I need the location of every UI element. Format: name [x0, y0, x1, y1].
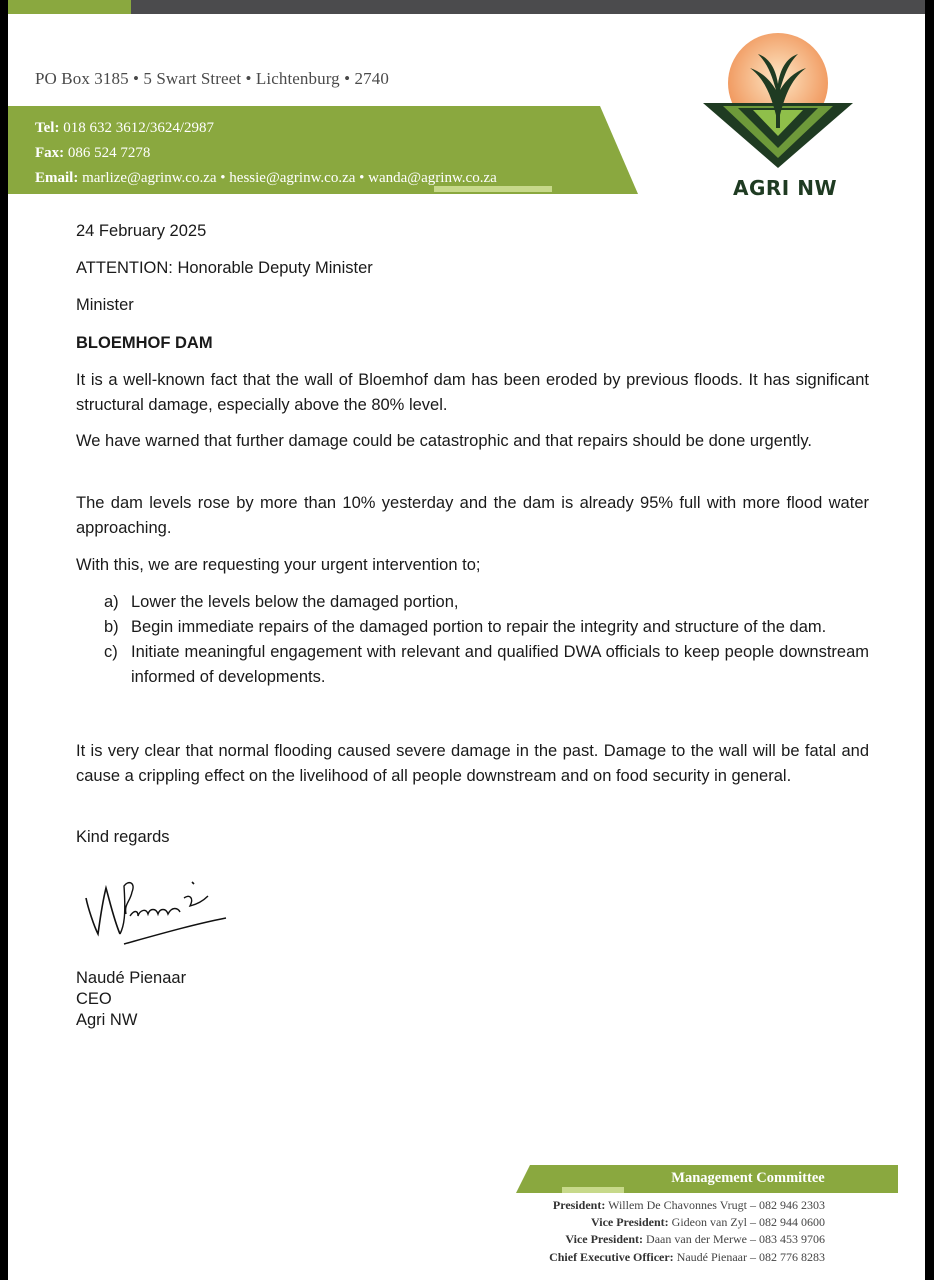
tel-line: Tel: 018 632 3612/3624/2987: [35, 120, 215, 136]
closing-paragraph: It is very clear that normal flooding caused severe damage in the past. Damage to the wall will be fatal and cause a crippling effect on the livelihood of all people downstream and on food security in general.: [76, 742, 869, 785]
logo-text: AGRI NW: [733, 176, 837, 200]
list-item: a) Lower the levels below the damaged portion,: [104, 593, 459, 611]
paragraph-2: We have warned that further damage could be catastrophic and that repairs should be done urgently.: [76, 432, 812, 450]
list-item: b) Begin immediate repairs of the damaged portion to repair the integrity and structure of the dam.: [104, 618, 827, 636]
top-bar-accent: [8, 0, 131, 14]
committee-member: Vice President: Gideon van Zyl – 082 944 0600: [591, 1215, 825, 1230]
signer-title: CEO: [76, 990, 112, 1008]
paragraph-4: With this, we are requesting your urgent intervention to;: [76, 556, 481, 574]
signer-org: Agri NW: [76, 1011, 138, 1029]
signoff-block: [76, 968, 186, 1031]
committee-list: [405, 1197, 825, 1266]
salutation: Minister: [76, 296, 134, 314]
top-bar: [8, 0, 925, 14]
closing-phrase: Kind regards: [76, 828, 170, 846]
letterhead-address: PO Box 3185 • 5 Swart Street • Lichtenburg • 2740: [35, 69, 389, 88]
committee-member: Chief Executive Officer: Naudé Pienaar – 082 776 8283: [549, 1249, 825, 1264]
email-line: Email: marlize@agrinw.co.za • hessie@agrinw.co.za • wanda@agrinw.co.za: [35, 170, 497, 186]
committee-title: Management Committee: [671, 1170, 825, 1186]
signer-name: Naudé Pienaar: [76, 969, 187, 987]
committee-member: President: Willem De Chavonnes Vrugt – 082 946 2303: [552, 1198, 825, 1212]
contact-details: [35, 116, 497, 191]
paragraph-3: The dam levels rose by more than 10% yesterday and the dam is already 95% full with more flood water approaching.: [76, 494, 869, 537]
paragraph-1: It is a well-known fact that the wall of Bloemhof dam has been eroded by previous floods. It has significant structural damage, especially above the 80% level.: [76, 371, 869, 414]
subject-heading: BLOEMHOF DAM: [76, 334, 213, 352]
letter-date: 24 February 2025: [76, 222, 207, 240]
handwritten-signature: [80, 868, 230, 958]
request-list: [76, 590, 869, 690]
letter-page: [8, 0, 925, 1280]
committee-member: Vice President: Daan van der Merwe – 083 453 9706: [565, 1232, 825, 1247]
fax-line: Fax: 086 524 7278: [35, 145, 151, 161]
list-item: c) Initiate meaningful engagement with relevant and qualified DWA officials to keep people downstream informed of developments.: [104, 643, 869, 686]
attention-line: ATTENTION: Honorable Deputy Minister: [76, 259, 373, 277]
